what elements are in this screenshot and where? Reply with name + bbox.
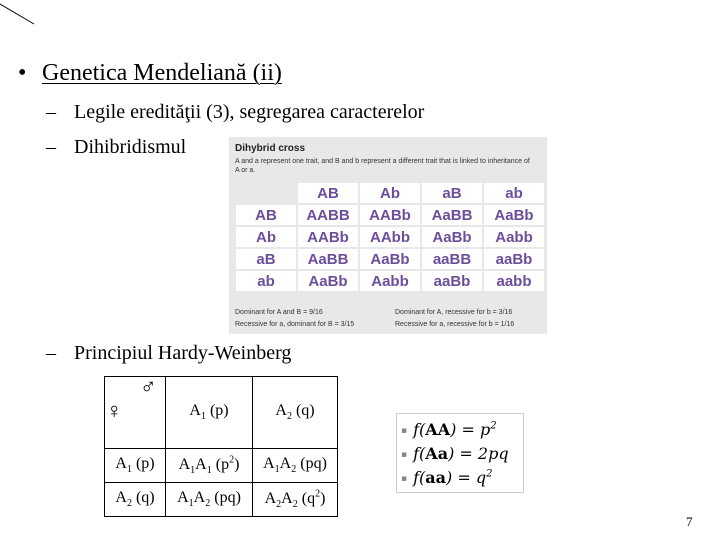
slide-title [18,60,282,87]
punnett-row [235,270,545,292]
page-number: 7 [686,514,693,529]
punnett-cell: AABb [297,226,359,248]
punnett-row-header: aB [235,248,297,270]
hw-cell: $A_1A_1$ $(p^2)$ [166,449,253,483]
hw-cell: $A_1A_2$ (pq) [253,449,338,483]
punnett-square [234,181,546,293]
punnett-row-header: Ab [235,226,297,248]
subitem-hardy-weinberg: – Principiul Hardy-Weinberg [46,342,292,364]
punnett-cell: AABB [297,204,359,226]
equation-line: ▪ $f(AA) = p^2$ [401,420,497,439]
hw-row [105,449,338,483]
punnett-col-header: Ab [359,182,421,204]
hw-cell: $A_2A_2$ $(q^2)$ [253,483,338,517]
dihybrid-cross-figure [229,137,547,334]
equation-line: ▪ f(Aa) = 2pq [401,444,509,463]
corner-decoration-line [0,0,36,30]
male-symbol-icon: ♂ [140,374,157,399]
subitem-text: Dihibridismul [74,136,187,158]
punnett-cell: Aabb [359,270,421,292]
title-text: Genetica Mendeliană (ii) [42,60,282,86]
punnett-row-header: AB [235,204,297,226]
punnett-col-header: AB [297,182,359,204]
subitem-text: Principiul Hardy-Weinberg [74,342,292,364]
punnett-cell: aabb [483,270,545,292]
hw-row [105,483,338,517]
punnett-cell: AaBB [421,204,483,226]
dihybrid-footnote: Dominant for A, recessive for b = 3/16 [395,309,513,316]
punnett-cell: AaBb [421,226,483,248]
punnett-cell: aaBb [483,248,545,270]
punnett-cell: aaBb [421,270,483,292]
dihybrid-footnote: Recessive for a, recessive for b = 1/16 [395,321,515,328]
punnett-col-header: aB [421,182,483,204]
punnett-corner [235,182,297,204]
subitem-text: Legile eredităţii (3), segregarea caracterelor [74,101,425,123]
punnett-cell: AaBB [297,248,359,270]
punnett-cell: AaBb [297,270,359,292]
subitem-legile: – Legile eredităţii (3), segregarea caracterelor [46,101,425,123]
dihybrid-title: Dihybrid cross [235,143,306,154]
dihybrid-footnote: Recessive for a, dominant for B = 3/15 [235,321,355,328]
hw-row-header: $A_1$ (p) [105,449,166,483]
punnett-row-header: ab [235,270,297,292]
dihybrid-description: A and a represent one trait, and B and b represent a different trait that is linked to inheritance of A or a. [235,158,530,174]
punnett-cell: AaBb [483,204,545,226]
title-bullet: • [18,60,27,86]
female-symbol-icon: ♀ [106,398,123,423]
punnett-cell: AaBb [359,248,421,270]
hw-col-header: $A_2$ (q) [253,377,338,449]
punnett-cell: Aabb [483,226,545,248]
punnett-col-header: ab [483,182,545,204]
punnett-row [235,248,545,270]
punnett-row [235,226,545,248]
punnett-cell: aaBB [421,248,483,270]
punnett-header-row [235,182,545,204]
punnett-cell: AAbb [359,226,421,248]
punnett-cell: AABb [359,204,421,226]
punnett-row [235,204,545,226]
hw-col-header: $A_1$ (p) [166,377,253,449]
hw-row-header: $A_2$ (q) [105,483,166,517]
frequency-equations [396,413,524,493]
subitem-dihibridismul: – Dihibridismul [46,136,187,158]
equation-line: ▪ $f(aa) = q^2$ [401,468,493,487]
dihybrid-footnote: Dominant for A and B = 9/16 [235,309,323,316]
hw-cell: $A_1A_2$ (pq) [166,483,253,517]
